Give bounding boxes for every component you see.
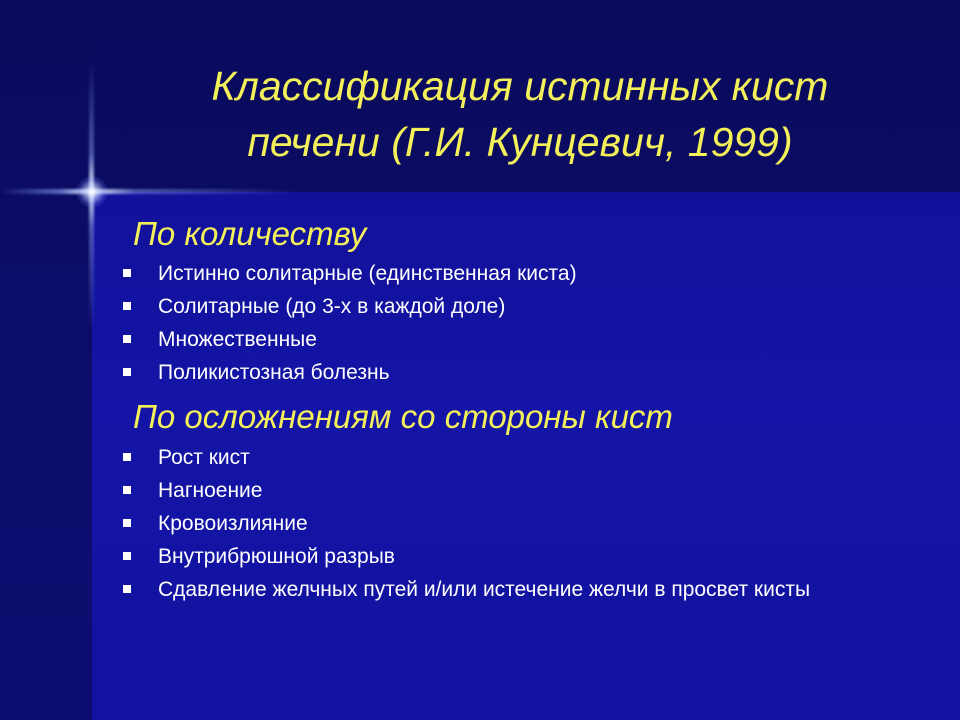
square-bullet-icon: [123, 486, 131, 494]
list-item: [0, 578, 838, 602]
square-bullet-icon: [123, 453, 131, 461]
list-item-text: Рост кист: [158, 446, 250, 469]
list-item: [0, 479, 838, 503]
square-bullet-icon: [123, 335, 131, 343]
square-bullet-icon: [123, 585, 131, 593]
square-bullet-icon: [123, 368, 131, 376]
star-flare-horizontal: [0, 189, 300, 194]
square-bullet-icon: [123, 302, 131, 310]
section-heading-by-quantity: По количеству: [133, 215, 367, 252]
list-item: [0, 262, 838, 286]
list-item: [0, 361, 838, 385]
slide-title: [120, 58, 920, 170]
list-item-text: Сдавление желчных путей и/или истечение желчи в просвет кисты: [158, 578, 811, 601]
star-flare-icon: [76, 176, 108, 208]
square-bullet-icon: [123, 269, 131, 277]
list-item-text: Солитарные (до 3-х в каждой доле): [158, 295, 506, 318]
list-item-text: Истинно солитарные (единственная киста): [158, 262, 577, 285]
list-item-text: Кровоизлияние: [158, 512, 308, 535]
list-item: [0, 446, 838, 470]
list-item-text: Внутрибрюшной разрыв: [158, 545, 395, 568]
slide-title-line-1: Классификация истинных кист: [211, 63, 829, 109]
slide-title-line-2: печени (Г.И. Кунцевич, 1999): [247, 119, 793, 165]
list-by-complications: [0, 446, 960, 611]
list-item: [0, 295, 838, 319]
list-item: [0, 512, 838, 536]
list-item-text: Поликистозная болезнь: [158, 361, 390, 384]
section-heading-by-complications: По осложнениям со стороны кист: [133, 398, 673, 435]
square-bullet-icon: [123, 519, 131, 527]
list-item-text: Множественные: [158, 328, 317, 351]
list-item: [0, 545, 838, 569]
list-item: [0, 328, 838, 352]
list-by-quantity: [0, 262, 960, 394]
list-item-text: Нагноение: [158, 479, 263, 502]
square-bullet-icon: [123, 552, 131, 560]
